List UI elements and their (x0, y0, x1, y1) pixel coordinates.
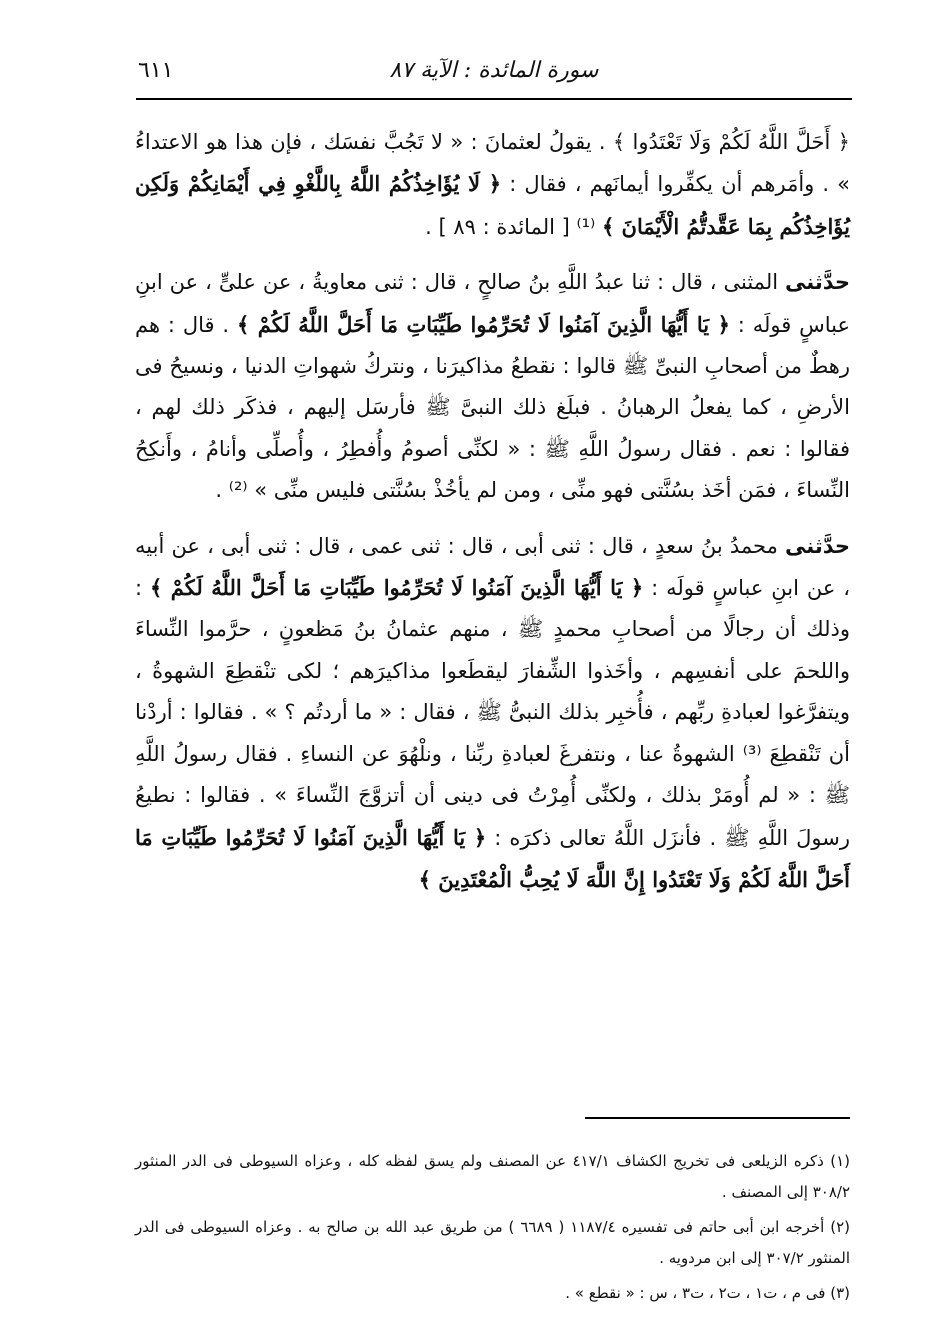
paragraph-1-text-b: ⁽¹⁾ [ المائدة : ٨٩ ] . (425, 214, 602, 239)
header-rule (136, 98, 852, 100)
paragraph-3-text-b: : وذلك أن رجالًا من أصحابِ محمدٍ ﷺ ، منهم عثمانُ بنُ مَظعونٍ ، حرَّموا النِّساءَ واللحمَ على أنفسِهم ، وأخَذوا الشِّفارَ ليقطَعوا مذاكيرَهم ؛ لكى تنْقطِعَ الشهوةُ ، ويتفرَّغوا لعبادةِ ربِّهم ، فأُخبِر بذلك النبىُّ ﷺ ، فقال : « ما أردتُم ؟ » . فقالوا : أردْنا أن تَنْقطِعَ ⁽³⁾ الشهوةُ عنا ، ونتفرغَ لعبادةِ ربِّنا ، ونلْهُوَ عن النساءِ . فقال رسولُ اللَّهِ ﷺ : « لم أُومَرْ بذلك ، ولكنِّى أُمِرْتُ فى دينى أن أتزوَّجَ النِّساءَ » . فقالوا : نطيعُ رسولَ اللَّهِ ﷺ . فأنزَل اللَّهُ تعالى ذكرَه : (135, 576, 850, 850)
paragraph-1-quran-quote: ﴿ لَا يُؤَاخِذُكُمُ اللَّهُ بِاللَّغْوِ فِي أَيْمَانِكُمْ وَلَكِن يُؤَاخِذُكُم بِمَا عَقَّدتُّمُ الْأَيْمَانَ ﴾ (135, 171, 850, 239)
paragraph-3-text-a: محمدُ بنُ سعدٍ ، قال : ثنى أبى ، قال : ثنى عمى ، قال : ثنى أبى ، عن أبيه ، عن ابنِ عباسٍ قولَه : (135, 533, 851, 601)
paragraph-3-lead: حدَّثنى (785, 533, 850, 558)
footnote-1: (١) ذكره الزيلعى فى تخريج الكشاف ٤١٧/١ عن المصنف ولم يسق لفظه كله ، وعزاه السيوطى فى الدر المنثور ٣٠٨/٢ إلى المصنف . (135, 1152, 851, 1201)
paragraph-3-quran-quote-a: ﴿ يَا أَيُّهَا الَّذِينَ آمَنُوا لَا تُحَرِّمُوا طَيِّبَاتِ مَا أَحَلَّ اللَّهُ لَكُمْ ﴾ (149, 575, 644, 601)
paragraph-2-text-a: المثنى ، قال : ثنا عبدُ اللَّهِ بنُ صالحٍ ، قال : ثنى معاويةُ ، عن علىٍّ ، عن ابنِ عباسٍ قولَه : (135, 270, 851, 337)
paragraph-2 (135, 262, 850, 511)
paragraph-1 (135, 122, 850, 248)
footnote-3: (٣) فى م ، ت١ ، ت٢ ، ت٣ ، س : « نقطع » . (565, 1284, 850, 1302)
footnote-rule (585, 1117, 850, 1119)
page-header (138, 52, 850, 92)
body-text (135, 122, 850, 901)
footnote-2: (٢) أخرجه ابن أبى حاتم فى تفسيره ١١٨٧/٤ ( ٦٦٨٩ ) من طريق عبد الله بن صالح به . وعزاه السيوطى فى الدر المنثور ٣٠٧/٢ إلى ابن مردويه . (135, 1218, 851, 1267)
paragraph-2-text-b: . قال : هم رهطٌ من أصحابِ النبىِّ ﷺ قالوا : نقطعُ مذاكيرَنا ، ونتركُ شهواتِ الدنيا ، ونسيحُ فى الأرضِ ، كما يفعلُ الرهبانُ . فبلَغ ذلك النبىَّ ﷺ فأرسَل إليهم ، فذكَر ذلك لهم ، فقالوا : نعم . فقال رسولُ اللَّهِ ﷺ : « لكنِّى أصومُ وأُفطِرُ ، وأُصلِّى وأنامُ ، وأَنكِحُ النِّساءَ ، فمَن أخَذ بسُنَّتى فهو منِّى ، ومن لم يأخُذْ بسُنَّتى فليس منِّى » ⁽²⁾ . (135, 312, 850, 503)
paragraph-1-text-a: ﴿ أَحَلَّ اللَّهُ لَكُمْ وَلَا تَعْتَدُوا ﴾ . يقولُ لعثمانَ : « لا تَجُبَّ نفسَك ، فإن هذا هو الاعتداءُ » . وأمَرهم أن يكفِّروا أيمانَهم ، فقال : (135, 130, 850, 197)
paragraph-3-quran-quote-b: ﴿ يَا أَيُّهَا الَّذِينَ آمَنُوا لَا تُحَرِّمُوا طَيِّبَاتِ مَا أَحَلَّ اللَّهُ لَكُمْ وَلَا تَعْتَدُوا إِنَّ اللَّهَ لَا يُحِبُّ الْمُعْتَدِينَ ﴾ (135, 824, 850, 892)
paragraph-3 (135, 526, 850, 902)
paragraph-2-lead: حدَّثنى (785, 270, 850, 295)
running-title: سورة المائدة : الآية ٨٧ (389, 58, 599, 83)
footnotes (135, 1146, 850, 1313)
paragraph-2-quran-quote: ﴿ يَا أَيُّهَا الَّذِينَ آمَنُوا لَا تُحَرِّمُوا طَيِّبَاتِ مَا أَحَلَّ اللَّهُ لَكُمْ ﴾ (236, 311, 730, 337)
page-number: ٦١١ (138, 58, 174, 83)
